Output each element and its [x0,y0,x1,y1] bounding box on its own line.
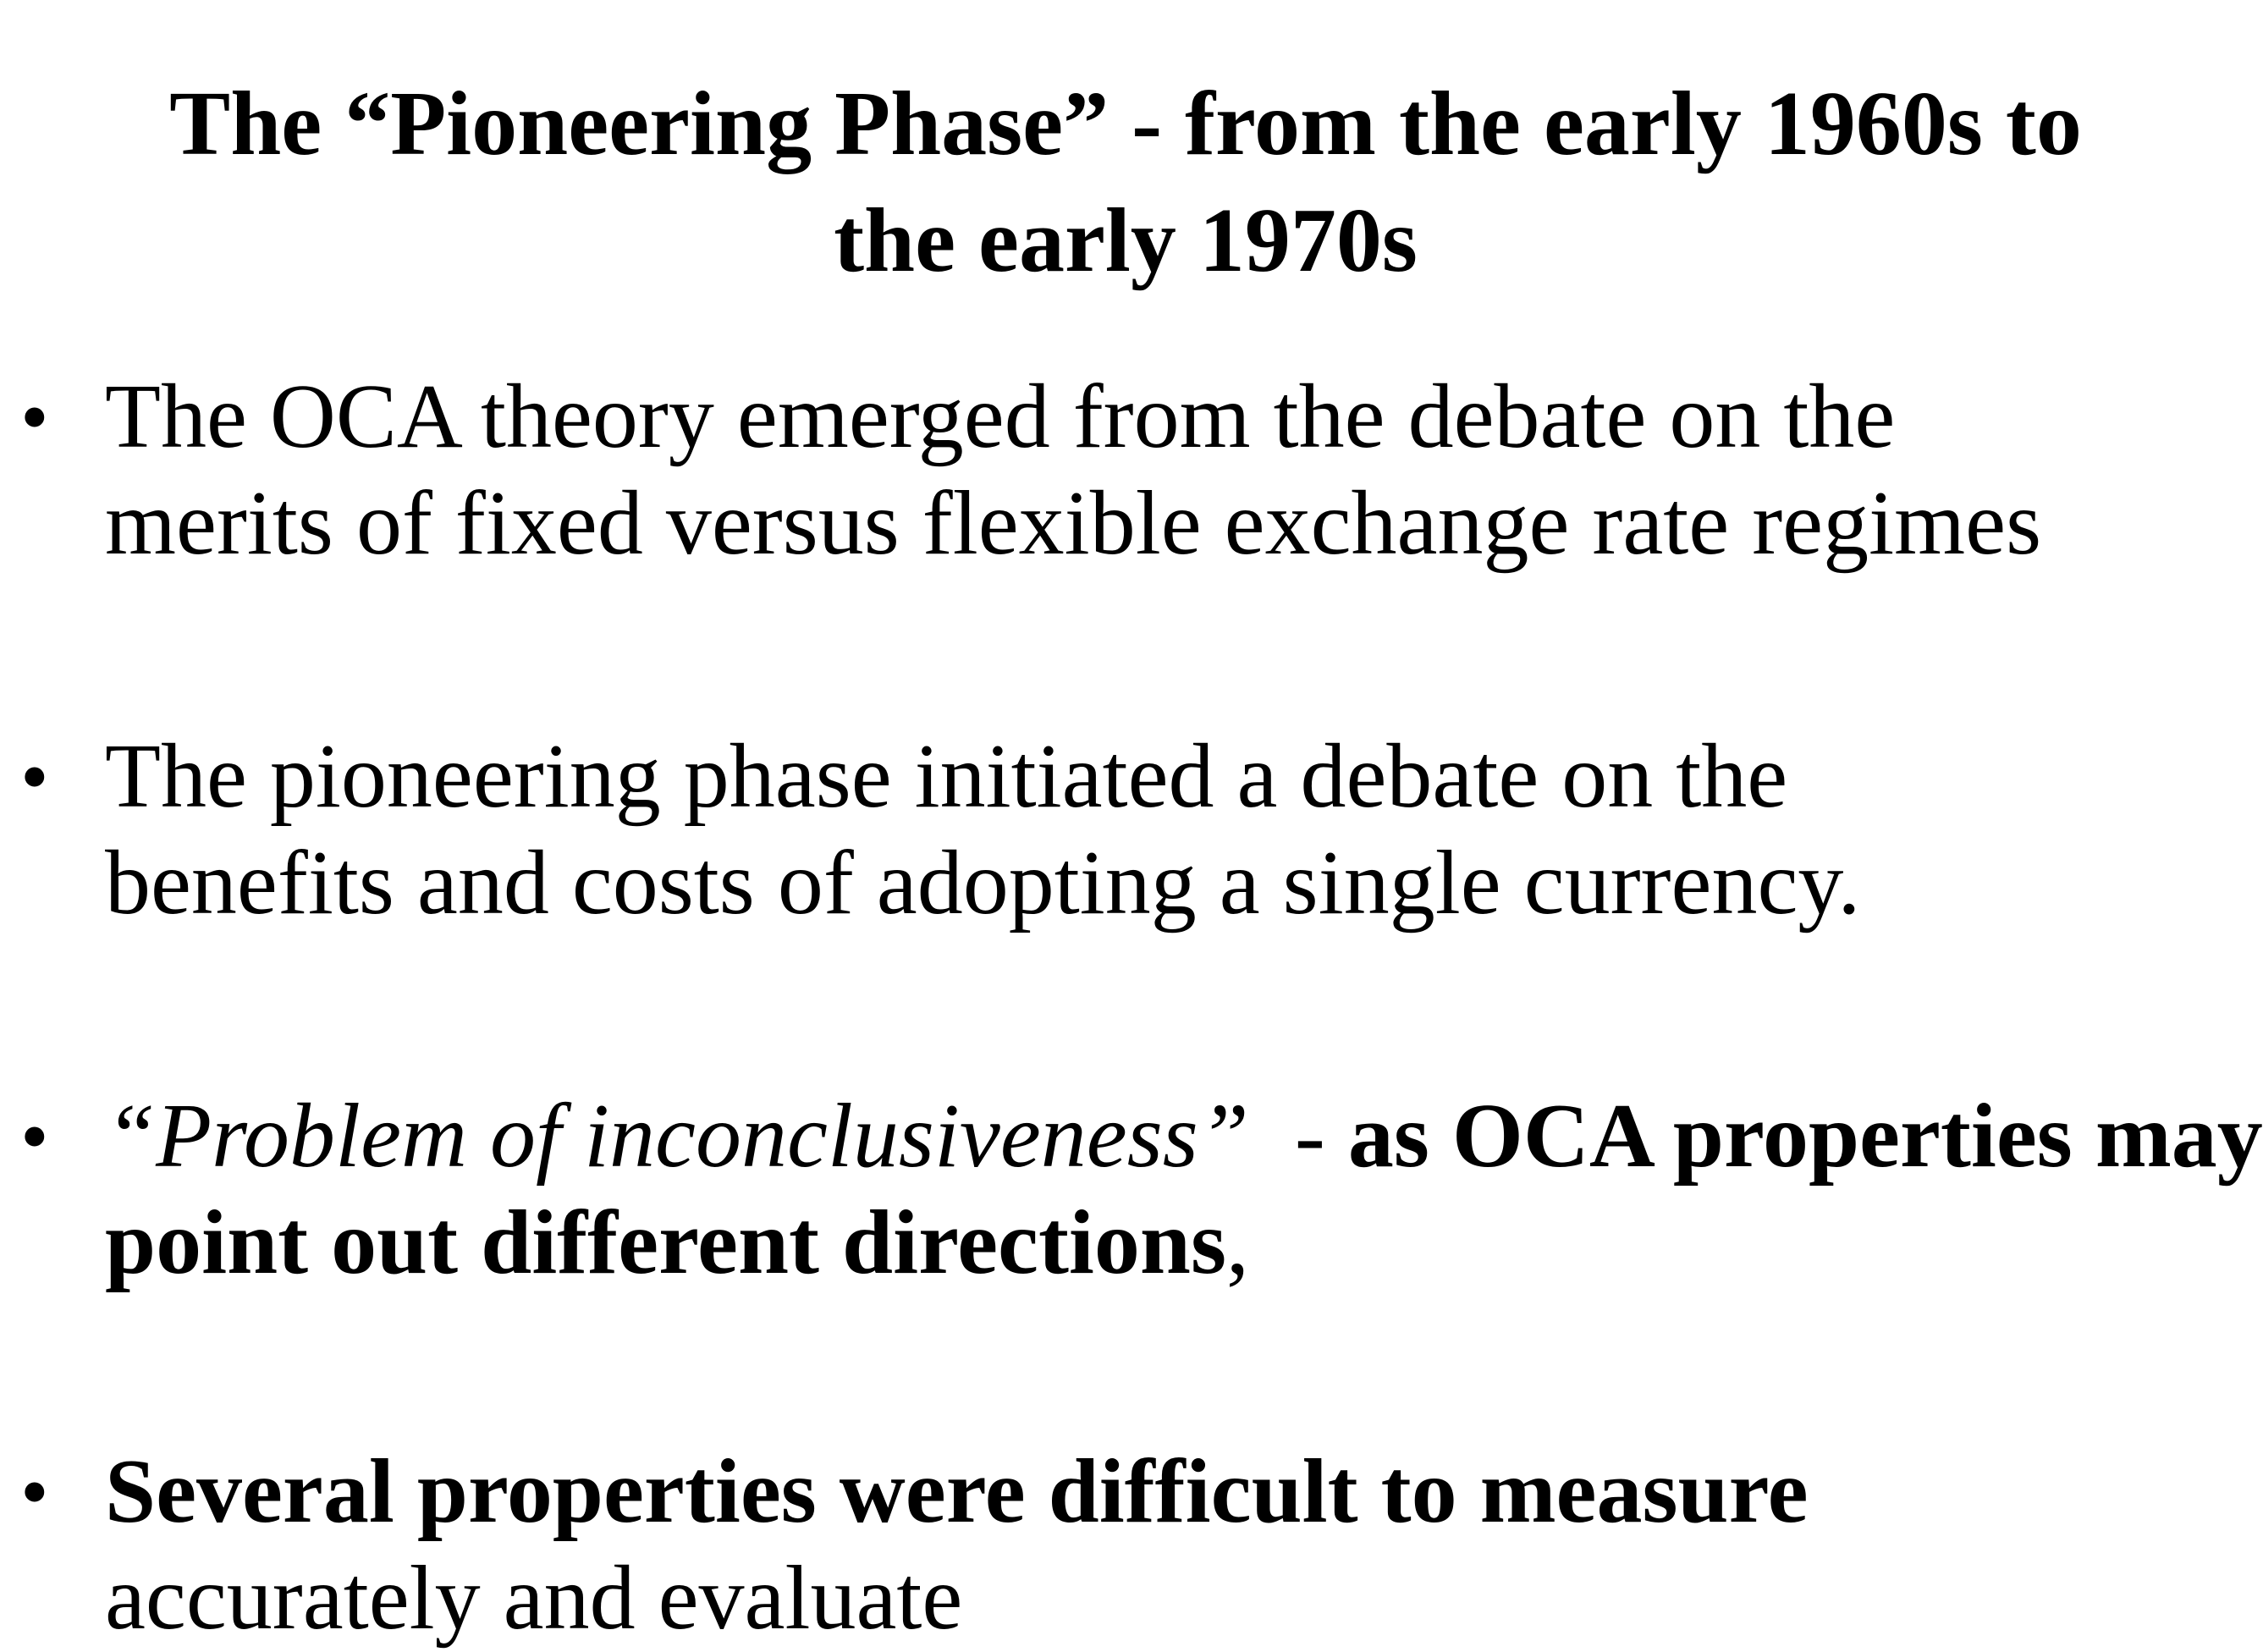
trailing-comma: , [1226,1192,1250,1293]
dash-separator: - [1248,1086,1348,1187]
bullet-text [105,364,2136,577]
bold-emphasis: Several properties were difficult to measure [105,1441,1809,1542]
bullet-marker: • [20,1446,49,1537]
slide-title [85,66,2167,300]
bullet-text-line: benefits and costs of adopting a single currency. [105,833,1861,933]
bullet-text-line: merits of fixed versus flexible exchange rate regimes [105,473,2042,574]
bullet-marker: • [20,1091,49,1181]
bullet-marker: • [20,731,49,822]
bold-emphasis: point out different directions [105,1192,1227,1293]
slide-title-line-1: The “Pioneering Phase” - from the early 1960s to [169,74,2082,174]
bullet-text-line: The OCA theory emerged from the debate on the [105,366,1896,467]
slide-title-line-2: the early 1970s [834,190,1418,291]
bullet-text-line: accurately and evaluate [105,1548,963,1649]
bullet-text [105,724,2136,937]
italic-quote: “Problem of inconclusiveness” [105,1086,1249,1187]
bullet-marker: • [20,372,49,462]
bullet-text-line: The pioneering phase initiated a debate on the [105,726,1788,827]
bold-emphasis: as OCA properties may [1347,1086,2263,1187]
bullet-text [105,1083,2263,1297]
bullet-text [105,1439,2136,1652]
